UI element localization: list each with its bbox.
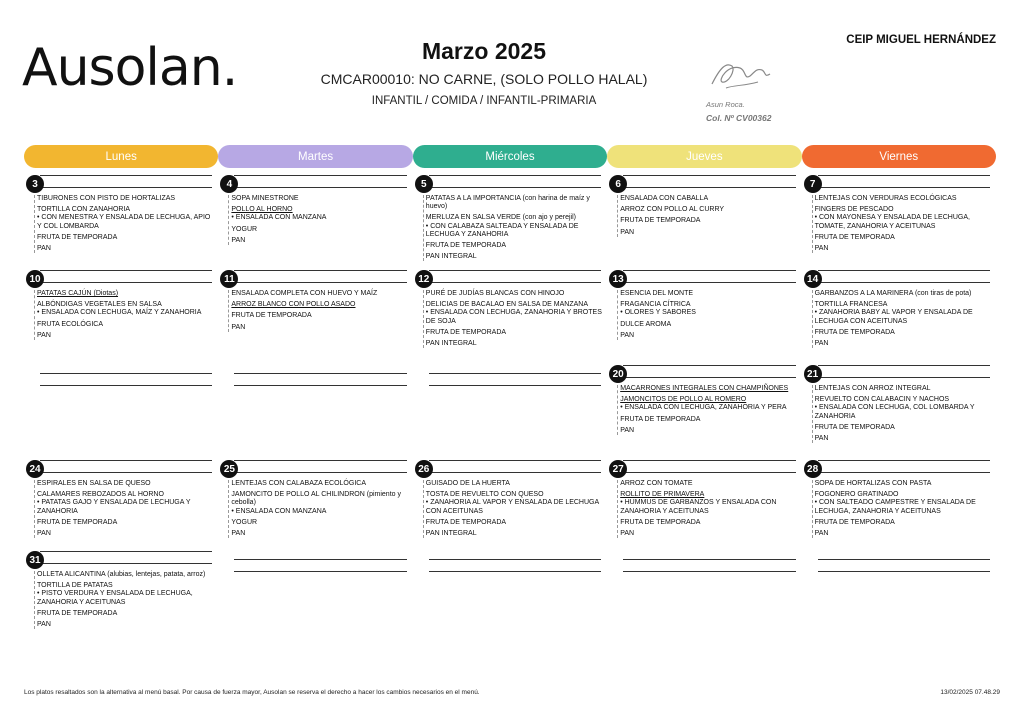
weekday-headers [24,145,996,169]
dish-list [812,385,992,443]
day-number: 31 [26,551,44,569]
weekday-header: Jueves [607,145,801,168]
cell-rule [623,460,795,461]
dish-list [228,290,408,332]
dish-item: ALBÓNDIGAS VEGETALES EN SALSA [37,301,162,309]
dish-list [228,195,408,245]
cell-rule [818,460,990,461]
dish-item: JAMONCITOS DE POLLO AL ROMERO [620,396,747,404]
cell-rule [429,270,601,271]
signature-name: Asun Roca. [706,100,745,109]
dish-list [423,290,603,348]
dish-item: • ENSALADA CON LECHUGA, ZANAHORIA Y BROTES DE SOJA [425,309,602,325]
cell-rule [429,571,601,572]
dish-item: PAN [814,530,829,538]
dish-item: PAN INTEGRAL [425,340,477,348]
dish-item: FINGERS DE PESCADO [814,206,894,214]
dish-item: ARROZ CON TOMATE [620,480,693,487]
dish-item: SOPA DE HORTALIZAS CON PASTA [814,480,932,487]
dish-item: • OLORES Y SABORES [620,309,696,317]
dish-item: • ENSALADA CON MANZANA [231,214,327,222]
day-number: 7 [804,175,822,193]
dish-item: TORTILLA CON ZANAHORIA [37,206,131,214]
dish-item: PATATAS A LA IMPORTANCIA (con harina de maíz y huevo) [425,195,590,211]
dish-item: REVUELTO CON CALABACIN Y NACHOS [814,396,950,404]
cell-rule [818,175,990,176]
dish-item: PAN INTEGRAL [425,530,477,538]
dish-list [617,195,797,237]
cell-rule [623,270,795,271]
day-number: 6 [609,175,627,193]
dish-item: PAN [37,621,51,629]
dish-item: PURÉ DE JUDÍAS BLANCAS CON HINOJO [425,290,565,297]
dish-item: FRUTA DE TEMPORADA [620,415,701,423]
day-number: 21 [804,365,822,383]
dish-item: PAN [231,236,246,244]
day-number: 5 [415,175,433,193]
dish-item: PAN [814,245,829,253]
dish-item: OLLETA ALICANTINA (alubias, lentejas, patata, arroz) [37,571,206,578]
day-number: 3 [26,175,44,193]
ausolan-logo: Ausolan. [22,38,238,98]
cell-rule [40,373,212,374]
dish-item: PAN [620,530,635,538]
dietitian-signature [700,58,780,124]
school-name: CEIP MIGUEL HERNÁNDEZ [846,34,996,46]
cell-rule [234,460,406,461]
dish-list [34,195,214,253]
cell-rule [818,365,990,366]
dish-item: PAN [37,245,51,253]
dish-item: FRUTA DE TEMPORADA [37,518,118,526]
menu-category: INFANTIL / COMIDA / INFANTIL-PRIMARIA [371,95,597,107]
dish-list [812,290,992,348]
day-number: 12 [415,270,433,288]
dish-item: FRUTA DE TEMPORADA [814,328,895,336]
dish-item: • CON CALABAZA SALTEADA Y ENSALADA DE LECHUGA Y ZANAHORIA [425,222,579,238]
dish-item: LENTEJAS CON ARROZ INTEGRAL [814,385,931,392]
dish-item: GUISADO DE LA HUERTA [425,480,510,487]
cell-rule [623,559,795,560]
cell-rule [818,282,990,283]
cell-rule [818,559,990,560]
dish-list [812,195,992,253]
cell-rule [234,571,406,572]
cell-rule [40,175,212,176]
cell-rule [40,551,212,552]
day-number: 14 [804,270,822,288]
cell-rule [40,282,212,283]
dish-item: PAN [37,530,51,538]
dish-item: FRUTA DE TEMPORADA [425,328,507,336]
cell-rule [623,472,795,473]
cell-rule [234,559,406,560]
dish-item: • HUMMUS DE GARBANZOS Y ENSALADA CON ZANAHORIA Y ACEITUNAS [620,499,777,515]
dish-item: • PISTO VERDURA Y ENSALADA DE LECHUGA, ZANAHORIA Y ACEITUNAS [37,590,193,606]
day-number: 10 [26,270,44,288]
signature-license: Col. Nº CV00362 [706,113,772,123]
dish-item: DELICIAS DE BACALAO EN SALSA DE MANZANA [425,301,589,309]
dish-item: FRUTA DE TEMPORADA [231,312,312,320]
dish-item: JAMONCITO DE POLLO AL CHILINDRON (pimiento y cebolla) [231,491,401,507]
dish-item: PAN [620,331,635,339]
dish-item: ESPIRALES EN SALSA DE QUESO [37,480,151,487]
dish-item: PAN [620,426,635,434]
dish-item: FRUTA DE TEMPORADA [814,518,895,526]
weekday-header: Martes [218,145,412,168]
day-number: 28 [804,460,822,478]
dish-list [617,480,797,538]
dish-item: • CON SALTEADO CAMPESTRE Y ENSALADA DE LECHUGA, ZANAHORIA Y ACEITUNAS [814,499,976,515]
dish-item: PAN [814,340,829,348]
dish-item: • ENSALADA CON LECHUGA, COL LOMBARDA Y ZANAHORIA [814,404,975,420]
dish-item: CALAMARES REBOZADOS AL HORNO [37,491,164,499]
cell-rule [818,377,990,378]
dish-list [812,480,992,538]
dish-item: PATATAS CAJÚN (Diotas) [37,290,119,297]
dish-list [617,385,797,435]
cell-rule [234,282,406,283]
cell-rule [429,282,601,283]
dish-item: PAN [814,435,829,443]
cell-rule [623,377,795,378]
dish-item: POLLO AL HORNO [231,206,293,214]
cell-rule [623,187,795,188]
dish-item: • ENSALADA CON LECHUGA, ZANAHORIA Y PERA [620,404,787,412]
weekday-header: Lunes [24,145,218,168]
dish-item: DULCE AROMA [620,320,672,328]
dish-item: YOGUR [231,225,258,233]
menu-code: CMCAR00010: NO CARNE, (SOLO POLLO HALAL) [320,71,648,87]
weekday-header: Miércoles [413,145,607,168]
dish-item: • ZANAHORIA AL VAPOR Y ENSALADA DE LECHUGA CON ACEITUNAS [425,499,599,515]
day-number: 27 [609,460,627,478]
dish-item: YOGUR [231,518,258,526]
cell-rule [429,460,601,461]
dish-item: ARROZ BLANCO CON POLLO ASADO [231,301,356,309]
day-number: 20 [609,365,627,383]
cell-rule [429,187,601,188]
weekday-header: Viernes [802,145,996,168]
dish-item: FRUTA DE TEMPORADA [425,518,507,526]
cell-rule [234,373,406,374]
dish-item: ENSALADA COMPLETA CON HUEVO Y MAÍZ [231,290,378,297]
dish-item: PAN [37,331,51,339]
cell-rule [429,373,601,374]
dish-list [423,195,603,261]
dish-item: FRUTA DE TEMPORADA [425,242,507,250]
dish-list [423,480,603,538]
cell-rule [623,175,795,176]
dish-item: LENTEJAS CON CALABAZA ECOLÓGICA [231,480,366,487]
dish-item: SOPA MINESTRONE [231,195,299,202]
dish-item: PAN [231,530,246,538]
dish-item: TORTILLA DE PATATAS [37,582,113,590]
signature-icon [706,58,776,92]
dish-item: TORTILLA FRANCESA [814,301,888,309]
dish-item: MERLUZA EN SALSA VERDE (con ajo y perejil) [425,214,576,222]
dish-item: PAN [620,228,635,236]
dish-item: FRAGANCIA CÍTRICA [620,301,691,309]
cell-rule [429,385,601,386]
cell-rule [623,365,795,366]
dish-item: ENSALADA CON CABALLA [620,195,709,202]
dish-item: FRUTA DE TEMPORADA [814,233,895,241]
day-number: 4 [220,175,238,193]
cell-rule [234,385,406,386]
cell-rule [623,571,795,572]
day-number: 11 [220,270,238,288]
dish-item: TOSTA DE REVUELTO CON QUESO [425,491,544,499]
dish-item: • PATATAS GAJO Y ENSALADA DE LECHUGA Y ZANAHORIA [37,499,191,515]
day-number: 25 [220,460,238,478]
cell-rule [40,187,212,188]
cell-rule [40,460,212,461]
day-number: 26 [415,460,433,478]
dish-list [34,571,214,629]
cell-rule [40,270,212,271]
cell-rule [234,187,406,188]
cell-rule [818,270,990,271]
dish-item: ESENCIA DEL MONTE [620,290,694,297]
dish-item: MACARRONES INTEGRALES CON CHAMPIÑONES [620,385,789,392]
dish-list [34,290,214,340]
cell-rule [623,282,795,283]
dish-item: FRUTA DE TEMPORADA [814,423,895,431]
dish-item: FRUTA DE TEMPORADA [37,609,118,617]
dish-list [617,290,797,340]
dish-item: FRUTA ECOLÓGICA [37,320,103,328]
cell-rule [818,187,990,188]
dish-list [228,480,408,538]
cell-rule [234,472,406,473]
cell-rule [40,385,212,386]
print-timestamp: 13/02/2025 07.48.29 [940,689,1000,696]
cell-rule [234,175,406,176]
dish-item: FRUTA DE TEMPORADA [620,518,701,526]
cell-rule [429,559,601,560]
dish-list [34,480,214,538]
cell-rule [429,175,601,176]
cell-rule [429,472,601,473]
dish-item: LENTEJAS CON VERDURAS ECOLÓGICAS [814,195,957,202]
dish-item: • ENSALADA CON MANZANA [231,507,327,515]
cell-rule [818,472,990,473]
cell-rule [40,563,212,564]
dish-item: ARROZ CON POLLO AL CURRY [620,206,725,214]
footer-note: Los platos resaltados son la alternativa al menú basal. Por causa de fuerza mayor, Ausolan se reserva el derecho a hacer los cambios necesarios en el menú. [24,689,480,696]
cell-rule [818,571,990,572]
dish-item: ROLLITO DE PRIMAVERA [620,491,705,499]
cell-rule [234,270,406,271]
dish-item: FRUTA DE TEMPORADA [620,217,701,225]
dish-item: TIBURONES CON PISTO DE HORTALIZAS [37,195,176,202]
day-number: 24 [26,460,44,478]
menu-month: Marzo 2025 [421,38,546,64]
dish-item: GARBANZOS A LA MARINERA (con tiras de pota) [814,290,972,297]
dish-item: • ZANAHORIA BABY AL VAPOR Y ENSALADA DE LECHUGA CON ACEITUNAS [814,309,973,325]
day-number: 13 [609,270,627,288]
dish-item: • ENSALADA CON LECHUGA, MAÍZ Y ZANAHORIA [37,309,202,317]
dish-item: • CON MAYONESA Y ENSALADA DE LECHUGA, TOMATE, ZANAHORIA Y ACEITUNAS [814,214,970,230]
dish-item: FOGONERO GRATINADO [814,491,899,499]
dish-item: PAN INTEGRAL [425,253,477,261]
dish-item: FRUTA DE TEMPORADA [37,233,118,241]
dish-item: • CON MENESTRA Y ENSALADA DE LECHUGA, APIO Y COL LOMBARDA [37,214,211,230]
cell-rule [40,472,212,473]
dish-item: PAN [231,323,246,331]
